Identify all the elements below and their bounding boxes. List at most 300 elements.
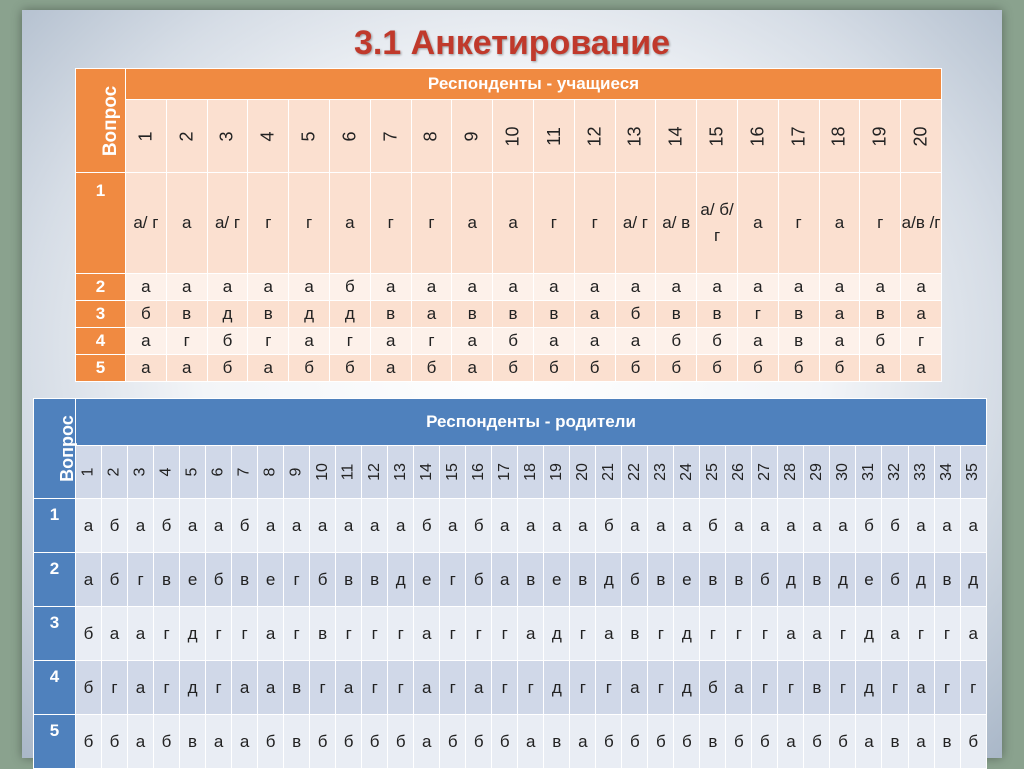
answer-cell: г — [570, 607, 596, 661]
answer-cell: г — [370, 173, 411, 274]
respondent-number — [388, 446, 414, 499]
respondent-number-label: 12 — [365, 463, 383, 481]
respondent-number-label: 23 — [651, 463, 669, 481]
respondent-number — [882, 446, 908, 499]
answer-cell: б — [466, 499, 492, 553]
answer-cell: а — [908, 661, 934, 715]
answer-cell: б — [622, 553, 648, 607]
answer-cell: а — [570, 499, 596, 553]
answer-cell: е — [180, 553, 206, 607]
respondent-number — [329, 100, 370, 173]
respondent-number — [804, 446, 830, 499]
answer-cell: а — [411, 301, 452, 328]
respondent-number — [248, 100, 289, 173]
respondent-number — [574, 100, 615, 173]
answer-cell: а — [126, 355, 167, 382]
table-row — [34, 553, 987, 607]
answer-cell: а — [128, 499, 154, 553]
answer-cell: в — [570, 553, 596, 607]
table-row — [34, 607, 987, 661]
answer-cell: б — [700, 661, 726, 715]
answer-cell: д — [544, 661, 570, 715]
answer-cell: а — [908, 715, 934, 769]
respondent-number-label: 13 — [391, 463, 409, 481]
answer-cell: г — [329, 328, 370, 355]
answer-cell: а — [819, 274, 860, 301]
answer-cell: б — [440, 715, 466, 769]
respondent-number-label: 5 — [298, 130, 319, 142]
respondent-number — [207, 100, 248, 173]
answer-cell: г — [901, 328, 942, 355]
answer-cell: б — [533, 355, 574, 382]
answer-cell: г — [102, 661, 128, 715]
respondent-number — [180, 446, 206, 499]
answer-cell: г — [737, 301, 778, 328]
answer-cell: в — [656, 301, 697, 328]
answer-cell: б — [574, 355, 615, 382]
answer-cell: д — [674, 607, 700, 661]
answer-cell: б — [310, 553, 336, 607]
answer-cell: в — [533, 301, 574, 328]
answer-cell: а — [329, 173, 370, 274]
answer-cell: а — [674, 499, 700, 553]
answer-cell: б — [648, 715, 674, 769]
answer-cell: в — [154, 553, 180, 607]
respondent-number-label: 30 — [833, 463, 851, 481]
respondent-number-label: 10 — [502, 125, 523, 147]
answer-cell: а — [206, 715, 232, 769]
answer-cell: г — [570, 661, 596, 715]
answer-cell: б — [856, 499, 882, 553]
question-number: 4 — [76, 328, 126, 355]
answer-cell: в — [882, 715, 908, 769]
respondent-number-label: 5 — [183, 467, 201, 477]
respondents-header: Респонденты - учащиеся — [126, 69, 942, 100]
answer-cell: а — [901, 355, 942, 382]
respondent-number — [615, 100, 656, 173]
answer-cell: в — [804, 661, 830, 715]
answer-cell: г — [336, 607, 362, 661]
answer-cell: б — [804, 715, 830, 769]
respondent-number-label: 2 — [105, 467, 123, 477]
answer-cell: г — [440, 661, 466, 715]
answer-cell: б — [726, 715, 752, 769]
respondent-number — [310, 446, 336, 499]
answer-cell: а — [596, 607, 622, 661]
question-number: 5 — [34, 715, 76, 769]
answer-cell: в — [452, 301, 493, 328]
answer-cell: а — [819, 173, 860, 274]
answer-cell: б — [674, 715, 700, 769]
answer-cell: б — [258, 715, 284, 769]
answer-cell: е — [258, 553, 284, 607]
respondent-number-label: 28 — [781, 463, 799, 481]
answer-cell: а — [908, 499, 934, 553]
respondent-number-label: 12 — [584, 125, 605, 147]
slide-title: 3.1 Анкетирование — [353, 24, 671, 62]
answer-cell: в — [362, 553, 388, 607]
respondent-number — [206, 446, 232, 499]
answer-cell: а — [289, 274, 330, 301]
respondent-number — [533, 100, 574, 173]
respondent-number — [102, 446, 128, 499]
respondent-number-label: 29 — [807, 463, 825, 481]
answer-cell: в — [697, 301, 738, 328]
respondent-number-label: 16 — [469, 463, 487, 481]
question-corner-label — [76, 69, 126, 173]
answer-cell: б — [752, 715, 778, 769]
question-number: 2 — [34, 553, 76, 607]
answer-cell: а — [934, 499, 960, 553]
answer-cell: а — [778, 715, 804, 769]
table-row — [76, 328, 942, 355]
answer-cell: а — [414, 607, 440, 661]
answer-cell: б — [154, 499, 180, 553]
respondent-number-label: 7 — [380, 130, 401, 142]
question-number: 3 — [76, 301, 126, 328]
answer-cell: а — [258, 499, 284, 553]
respondent-number — [830, 446, 856, 499]
answer-cell: б — [414, 499, 440, 553]
answer-cell: г — [128, 553, 154, 607]
answer-cell: а — [492, 553, 518, 607]
answer-cell: а/ в — [656, 173, 697, 274]
respondent-number-label: 21 — [599, 463, 617, 481]
answer-cell: в — [284, 661, 310, 715]
answer-cell: а — [533, 328, 574, 355]
answer-cell: д — [856, 607, 882, 661]
answer-cell: д — [388, 553, 414, 607]
respondent-number — [856, 446, 882, 499]
respondent-number-label: 16 — [747, 125, 768, 147]
answer-cell: г — [492, 661, 518, 715]
answer-cell: б — [493, 328, 534, 355]
table-row — [76, 301, 942, 328]
answer-cell: е — [856, 553, 882, 607]
respondent-number-label: 9 — [461, 130, 482, 142]
respondent-number-label: 33 — [912, 463, 930, 481]
respondent-number-label: 19 — [869, 125, 890, 147]
answer-cell: б — [206, 553, 232, 607]
answer-cell: б — [329, 274, 370, 301]
answer-cell: б — [466, 715, 492, 769]
respondent-number — [370, 100, 411, 173]
answer-cell: г — [388, 607, 414, 661]
answer-cell: г — [411, 328, 452, 355]
respondent-number — [336, 446, 362, 499]
respondent-number — [656, 100, 697, 173]
respondent-number-label: 22 — [625, 463, 643, 481]
answer-cell: г — [154, 661, 180, 715]
respondent-number-label: 34 — [938, 463, 956, 481]
answer-cell: а — [882, 607, 908, 661]
answer-cell: а — [258, 661, 284, 715]
answer-cell: г — [778, 661, 804, 715]
answer-cell: б — [76, 715, 102, 769]
answer-cell: а — [615, 328, 656, 355]
respondent-number — [700, 446, 726, 499]
answer-cell: г — [289, 173, 330, 274]
answer-cell: а — [370, 274, 411, 301]
answer-cell: д — [289, 301, 330, 328]
respondent-number-label: 1 — [135, 130, 156, 142]
answer-cell: а — [737, 328, 778, 355]
respondent-number-label: 8 — [420, 130, 441, 142]
answer-cell: г — [440, 553, 466, 607]
answer-cell: б — [102, 715, 128, 769]
answer-cell: б — [154, 715, 180, 769]
header-row — [34, 399, 987, 446]
answer-cell: а — [411, 274, 452, 301]
respondent-number — [778, 100, 819, 173]
answer-cell: г — [440, 607, 466, 661]
answer-cell: г — [248, 328, 289, 355]
answer-cell: г — [934, 661, 960, 715]
answer-cell: а — [830, 499, 856, 553]
respondent-number — [414, 446, 440, 499]
answer-cell: в — [166, 301, 207, 328]
answer-cell: е — [414, 553, 440, 607]
respondent-number-label: 35 — [964, 463, 982, 481]
respondent-number-label: 18 — [521, 463, 539, 481]
respondent-number — [544, 446, 570, 499]
answer-cell: а — [248, 274, 289, 301]
answer-cell: г — [518, 661, 544, 715]
answer-cell: а — [901, 274, 942, 301]
answer-cell: г — [726, 607, 752, 661]
answer-cell: д — [207, 301, 248, 328]
answer-cell: б — [656, 355, 697, 382]
respondent-number — [166, 100, 207, 173]
respondent-number-label: 27 — [755, 463, 773, 481]
header-row — [76, 69, 942, 100]
answer-cell: б — [207, 355, 248, 382]
question-number: 1 — [34, 499, 76, 553]
answer-cell: а — [778, 274, 819, 301]
respondent-number — [726, 446, 752, 499]
respondent-number-label: 2 — [176, 130, 197, 142]
respondent-number — [960, 446, 986, 499]
answer-cell: в — [700, 553, 726, 607]
answer-cell: а — [440, 499, 466, 553]
respondent-number — [596, 446, 622, 499]
answer-cell: б — [737, 355, 778, 382]
answer-cell: б — [411, 355, 452, 382]
answer-cell: а — [166, 173, 207, 274]
answer-cell: а — [128, 661, 154, 715]
answer-cell: а — [574, 274, 615, 301]
question-number: 2 — [76, 274, 126, 301]
answer-cell: а — [960, 499, 986, 553]
answer-cell: д — [908, 553, 934, 607]
answer-cell: г — [284, 553, 310, 607]
answer-cell: а — [166, 355, 207, 382]
answer-cell: г — [778, 173, 819, 274]
answer-cell: г — [648, 661, 674, 715]
answer-cell: а — [860, 274, 901, 301]
answer-cell: а — [819, 328, 860, 355]
respondent-number — [570, 446, 596, 499]
respondent-numbers-row — [76, 100, 942, 173]
answer-cell: в — [778, 328, 819, 355]
answer-cell: в — [700, 715, 726, 769]
answer-cell: а — [574, 301, 615, 328]
respondent-number-label: 13 — [624, 125, 645, 147]
answer-cell: г — [533, 173, 574, 274]
answer-cell: а — [248, 355, 289, 382]
answer-cell: д — [180, 607, 206, 661]
answer-cell: в — [934, 715, 960, 769]
question-number: 5 — [76, 355, 126, 382]
answer-cell: а — [778, 607, 804, 661]
respondent-number — [76, 446, 102, 499]
answer-cell: б — [615, 355, 656, 382]
answer-cell: г — [362, 607, 388, 661]
answer-cell: б — [752, 553, 778, 607]
respondent-number-label: 25 — [703, 463, 721, 481]
answer-cell: а — [726, 661, 752, 715]
answer-cell: а — [76, 499, 102, 553]
answer-cell: а — [362, 499, 388, 553]
answer-cell: г — [934, 607, 960, 661]
answer-cell: а — [860, 355, 901, 382]
answer-cell: а — [289, 328, 330, 355]
answer-cell: а — [206, 499, 232, 553]
answer-cell: д — [856, 661, 882, 715]
answer-cell: г — [154, 607, 180, 661]
answer-cell: а — [615, 274, 656, 301]
answer-cell: а/в /г — [901, 173, 942, 274]
answer-cell: б — [76, 607, 102, 661]
respondent-number-label: 7 — [235, 467, 253, 477]
answer-cell: г — [466, 607, 492, 661]
answer-cell: в — [493, 301, 534, 328]
answer-cell: б — [492, 715, 518, 769]
answer-cell: б — [778, 355, 819, 382]
respondent-number-label: 18 — [828, 125, 849, 147]
answer-cell: г — [310, 661, 336, 715]
answer-cell: г — [166, 328, 207, 355]
answer-cell: д — [329, 301, 370, 328]
respondent-number-label: 4 — [157, 467, 175, 477]
answer-cell: б — [656, 328, 697, 355]
answer-cell: а — [336, 661, 362, 715]
answer-cell: а — [128, 715, 154, 769]
answer-cell: г — [960, 661, 986, 715]
answer-cell: б — [860, 328, 901, 355]
answer-cell: д — [544, 607, 570, 661]
answer-cell: д — [778, 553, 804, 607]
answer-cell: а — [622, 499, 648, 553]
respondent-number-label: 24 — [677, 463, 695, 481]
respondent-number-label: 10 — [313, 463, 331, 481]
answer-cell: б — [126, 301, 167, 328]
answer-cell: б — [76, 661, 102, 715]
answer-cell: б — [622, 715, 648, 769]
answer-cell: г — [860, 173, 901, 274]
respondent-number — [934, 446, 960, 499]
answer-cell: в — [336, 553, 362, 607]
respondent-number — [819, 100, 860, 173]
answer-cell: г — [232, 607, 258, 661]
answer-cell: а — [544, 499, 570, 553]
answer-cell: а — [492, 499, 518, 553]
respondent-number-label: 11 — [339, 463, 357, 481]
answer-cell: г — [752, 661, 778, 715]
answer-cell: в — [860, 301, 901, 328]
respondent-number-label: 3 — [131, 467, 149, 477]
answer-cell: г — [492, 607, 518, 661]
answer-cell: а — [370, 328, 411, 355]
answer-cell: а — [726, 499, 752, 553]
respondent-numbers-row — [34, 446, 987, 499]
answer-cell: г — [882, 661, 908, 715]
respondent-number — [901, 100, 942, 173]
respondent-number-label: 31 — [859, 463, 877, 481]
answer-cell: в — [310, 607, 336, 661]
answer-cell: а — [493, 274, 534, 301]
respondent-number-label: 4 — [257, 130, 278, 142]
respondent-number — [493, 100, 534, 173]
respondent-number-label: 15 — [443, 463, 461, 481]
respondent-number-label: 15 — [706, 125, 727, 147]
answer-cell: а — [737, 274, 778, 301]
answer-cell: б — [362, 715, 388, 769]
respondent-number-label: 11 — [543, 126, 564, 146]
answer-cell: б — [102, 499, 128, 553]
table-row — [34, 499, 987, 553]
answer-cell: е — [674, 553, 700, 607]
answer-cell: а — [180, 499, 206, 553]
answer-cell: г — [284, 607, 310, 661]
answer-cell: а — [518, 715, 544, 769]
answer-cell: а — [232, 661, 258, 715]
parents-survey-table — [33, 398, 987, 769]
respondent-number-label: 1 — [79, 467, 97, 477]
respondent-number-label: 20 — [910, 125, 931, 147]
answer-cell: б — [697, 355, 738, 382]
answer-cell: г — [248, 173, 289, 274]
respondent-number — [289, 100, 330, 173]
answer-cell: а — [336, 499, 362, 553]
respondent-number-label: 8 — [261, 467, 279, 477]
answer-cell: б — [615, 301, 656, 328]
answer-cell: а — [258, 607, 284, 661]
respondent-number — [284, 446, 310, 499]
respondent-number-label: 19 — [547, 463, 565, 481]
answer-cell: в — [518, 553, 544, 607]
respondent-number-label: 17 — [495, 463, 513, 481]
answer-cell: д — [674, 661, 700, 715]
answer-cell: а — [414, 715, 440, 769]
answer-cell: е — [544, 553, 570, 607]
answer-cell: а — [207, 274, 248, 301]
answer-cell: б — [336, 715, 362, 769]
answer-cell: а — [388, 499, 414, 553]
answer-cell: а — [901, 301, 942, 328]
respondent-number — [752, 446, 778, 499]
answer-cell: г — [596, 661, 622, 715]
answer-cell: д — [960, 553, 986, 607]
answer-cell: а — [414, 661, 440, 715]
respondent-number — [697, 100, 738, 173]
answer-cell: б — [102, 553, 128, 607]
respondent-number-label: 20 — [573, 463, 591, 481]
answer-cell: а — [570, 715, 596, 769]
answer-cell: б — [310, 715, 336, 769]
answer-cell: в — [180, 715, 206, 769]
answer-cell: а/ б/ г — [697, 173, 738, 274]
